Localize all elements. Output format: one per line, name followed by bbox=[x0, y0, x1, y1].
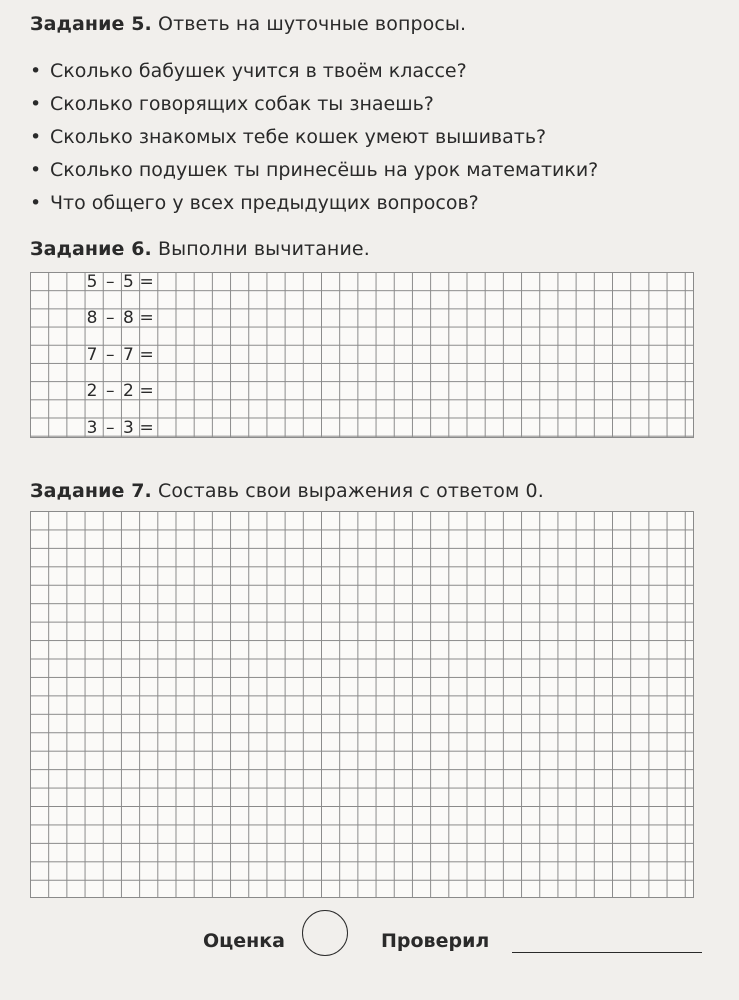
operand-b: 2 bbox=[123, 381, 134, 401]
subtraction-expression bbox=[83, 273, 158, 291]
checked-by-label: Проверил bbox=[381, 930, 490, 952]
equals-sign: = bbox=[139, 345, 154, 365]
equals-sign: = bbox=[139, 308, 154, 328]
task-6-label: Задание 6. bbox=[30, 238, 152, 260]
operand-a: 8 bbox=[86, 308, 98, 328]
task-5-question-list bbox=[30, 55, 598, 220]
subtraction-expression bbox=[83, 419, 158, 437]
minus-sign: – bbox=[106, 272, 115, 292]
task-7-answer-grid[interactable] bbox=[30, 511, 694, 898]
question-text: Сколько подушек ты принесёшь на урок математики? bbox=[50, 159, 599, 181]
task-5-title bbox=[30, 13, 466, 35]
grade-label: Оценка bbox=[203, 930, 285, 952]
minus-sign: – bbox=[106, 308, 115, 328]
operand-a: 5 bbox=[86, 272, 98, 292]
bullet-icon: • bbox=[30, 159, 42, 181]
equals-sign: = bbox=[139, 381, 154, 401]
question-text: Что общего у всех предыдущих вопросов? bbox=[50, 192, 479, 214]
minus-sign: – bbox=[106, 381, 115, 401]
operand-b: 5 bbox=[123, 272, 134, 292]
signature-line[interactable] bbox=[512, 952, 702, 953]
task-5-text: Ответь на шуточные вопросы. bbox=[158, 13, 467, 35]
task-6-title bbox=[30, 238, 370, 260]
list-item bbox=[30, 154, 598, 187]
subtraction-expression bbox=[83, 309, 158, 327]
minus-sign: – bbox=[106, 418, 115, 438]
operand-b: 8 bbox=[123, 308, 134, 328]
task-7-label: Задание 7. bbox=[30, 480, 152, 502]
list-item bbox=[30, 187, 598, 220]
question-text: Сколько знакомых тебе кошек умеют вышивать? bbox=[50, 126, 547, 148]
operand-a: 3 bbox=[86, 418, 98, 438]
list-item bbox=[30, 88, 598, 121]
task-6-text: Выполни вычитание. bbox=[158, 238, 370, 260]
task-7-text: Составь свои выражения с ответом 0. bbox=[158, 480, 544, 502]
equals-sign: = bbox=[139, 418, 154, 438]
assessment-footer bbox=[0, 922, 739, 962]
operand-a: 7 bbox=[86, 345, 98, 365]
bullet-icon: • bbox=[30, 60, 42, 82]
operand-a: 2 bbox=[86, 381, 98, 401]
operand-b: 3 bbox=[123, 418, 134, 438]
operand-b: 7 bbox=[123, 345, 134, 365]
bullet-icon: • bbox=[30, 192, 42, 214]
grade-circle[interactable] bbox=[302, 910, 348, 956]
question-text: Сколько говорящих собак ты знаешь? bbox=[50, 93, 434, 115]
subtraction-expression bbox=[83, 346, 158, 364]
subtraction-expression bbox=[83, 382, 158, 400]
question-text: Сколько бабушек учится в твоём классе? bbox=[50, 60, 467, 82]
task-7-title bbox=[30, 480, 544, 502]
minus-sign: – bbox=[106, 345, 115, 365]
equals-sign: = bbox=[139, 272, 154, 292]
bullet-icon: • bbox=[30, 126, 42, 148]
task-5-label: Задание 5. bbox=[30, 13, 152, 35]
list-item bbox=[30, 121, 598, 154]
bullet-icon: • bbox=[30, 93, 42, 115]
list-item bbox=[30, 55, 598, 88]
